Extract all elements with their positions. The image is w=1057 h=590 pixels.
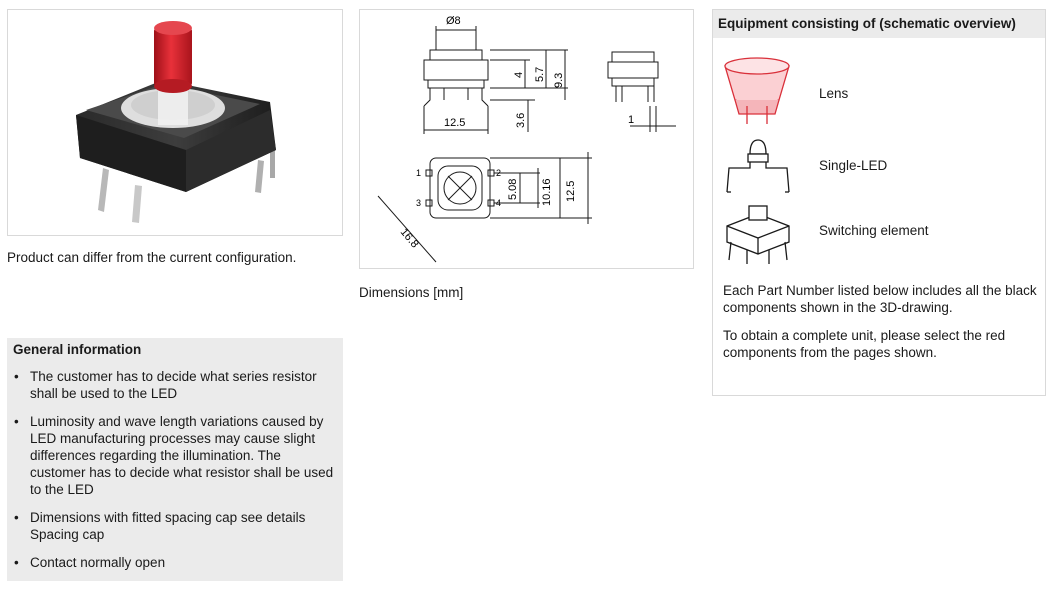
dimensions-drawing-frame [359,9,694,269]
dim-5-7: 5.7 [534,66,546,82]
dim-diameter: Ø8 [446,15,461,27]
dim-9-3: 9.3 [553,72,565,88]
general-information-title: General information [13,342,142,357]
general-information-list [7,368,343,582]
lens-label: Lens [819,86,849,101]
switch-element-icon [721,202,795,268]
dim-12-5-vertical: 12.5 [565,180,577,202]
dimensions-drawing [360,10,693,268]
dim-1: 1 [628,114,635,126]
photo-caption: Product can differ from the current configuration. [7,250,297,265]
pin-1-label: 1 [416,168,422,178]
product-photo [8,10,342,235]
dim-5-08: 5.08 [507,178,519,200]
lens-icon [721,54,793,130]
general-information-panel [7,338,343,581]
switching-element-label: Switching element [819,223,929,238]
equipment-panel [712,9,1046,396]
dimensions-caption: Dimensions [mm] [359,285,464,300]
list-item: • Dimensions with fitted spacing cap see details Spacing cap [7,509,343,543]
product-photo-frame [7,9,343,236]
equipment-title: Equipment consisting of (schematic overview) [718,16,1016,31]
dim-3-6: 3.6 [515,112,527,128]
dim-16-8: 16.8 [397,226,421,251]
pin-2-label: 2 [496,168,502,178]
pin-4-label: 4 [496,198,502,208]
list-item: • The customer has to decide what series resistor shall be used to the LED [7,368,343,402]
equipment-note-2: To obtain a complete unit, please select the red components from the pages shown. [723,328,1006,360]
pin-3-label: 3 [416,198,422,208]
single-led-label: Single-LED [819,158,888,173]
list-item: • Contact normally open [7,554,343,571]
dim-12-5: 12.5 [444,117,466,129]
dim-4: 4 [513,71,525,78]
equipment-note-1: Each Part Number listed below includes all the black components shown in the 3D-drawing. [723,283,1037,315]
led-icon [723,134,793,196]
dim-10-16: 10.16 [541,178,553,206]
equipment-header [713,10,1045,38]
list-item: • Luminosity and wave length variations caused by LED manufacturing processes may cause slight differences regarding the illumination. The customer has to decide what resistor shall be used to the LED [7,413,343,498]
